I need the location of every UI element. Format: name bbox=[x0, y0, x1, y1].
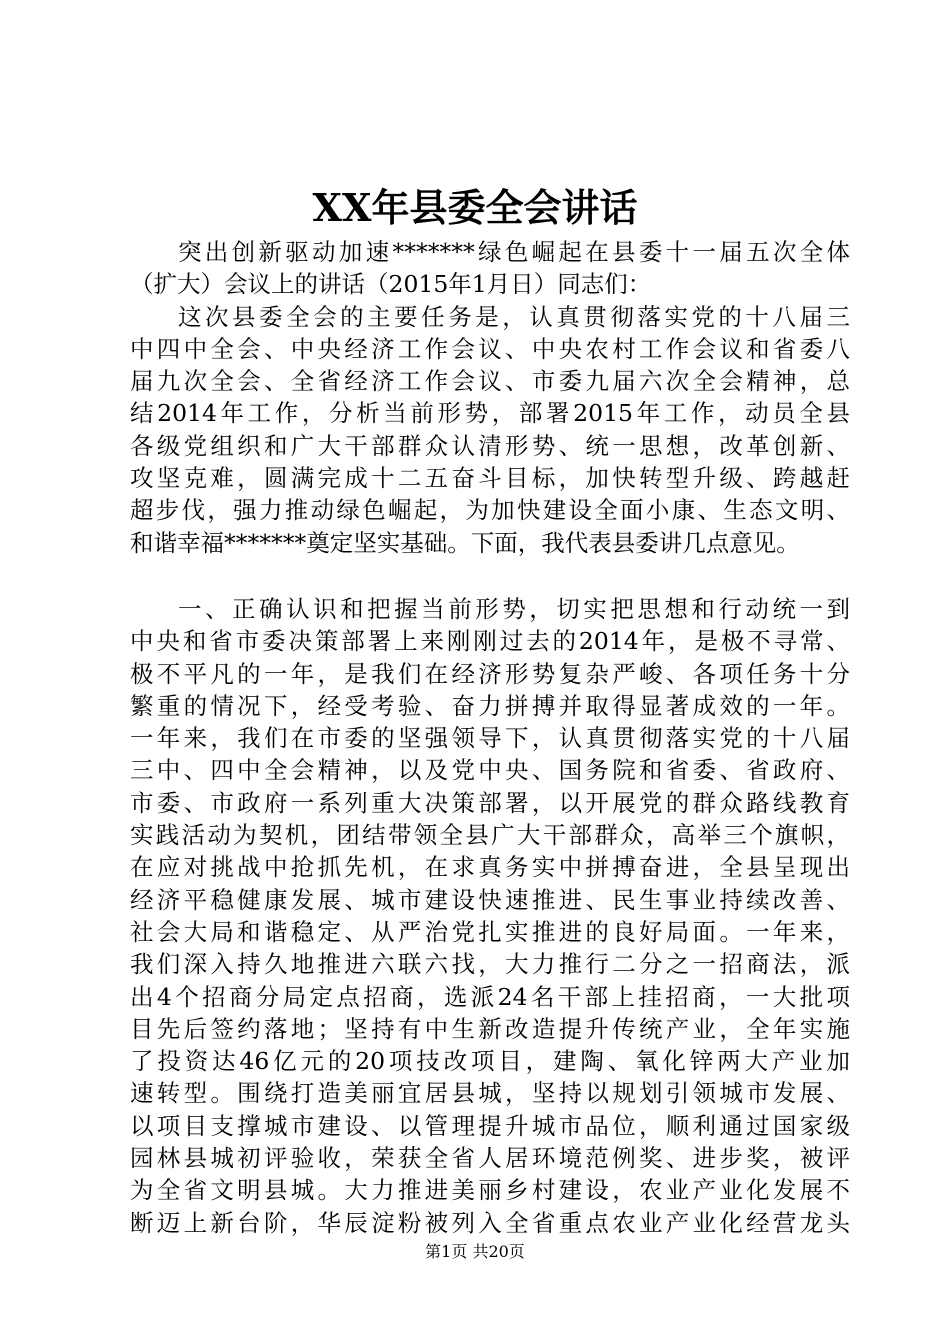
paragraph-3-line-15: 了投资达46亿元的20项技改项目，建陶、氧化锌两大产业加 bbox=[130, 1047, 850, 1076]
page-footer: 第1页 共20页 bbox=[425, 1242, 525, 1261]
paragraph-3-line-10: 经济平稳健康发展、城市建设快速推进、民生事业持续改善、 bbox=[130, 885, 850, 914]
paragraph-3-line-7: 市委、市政府一系列重大决策部署，以开展党的群众路线教育 bbox=[130, 788, 850, 817]
paragraph-3-line-2: 中央和省市委决策部署上来刚刚过去的2014年，是极不寻常、 bbox=[130, 627, 850, 656]
paragraph-2-line-6: 攻坚克难，圆满完成十二五奋斗目标，加快转型升级、跨越赶 bbox=[130, 464, 850, 493]
paragraph-3-line-8: 实践活动为契机，团结带领全县广大干部群众，高举三个旗帜， bbox=[130, 821, 850, 850]
paragraph-2-line-4: 结2014年工作，分析当前形势，部署2015年工作，动员全县 bbox=[130, 399, 850, 428]
paragraph-3-line-13: 出4个招商分局定点招商，选派24名干部上挂招商，一大批项 bbox=[130, 982, 850, 1011]
paragraph-2-line-7: 超步伐，强力推动绿色崛起，为加快建设全面小康、生态文明、 bbox=[130, 496, 850, 525]
paragraph-2-line-3: 届九次全会、全省经济工作会议、市委九届六次全会精神，总 bbox=[130, 367, 850, 396]
paragraph-3-line-5: 一年来，我们在市委的坚强领导下，认真贯彻落实党的十八届 bbox=[130, 724, 850, 753]
paragraph-3-line-9: 在应对挑战中抢抓先机，在求真务实中拼搏奋进，全县呈现出 bbox=[130, 853, 850, 882]
paragraph-3-line-12: 我们深入持久地推进六联六找，大力推行二分之一招商法，派 bbox=[130, 950, 850, 979]
paragraph-spacer bbox=[130, 559, 850, 593]
document-title: XX年县委全会讲话 bbox=[312, 185, 638, 230]
paragraph-3-line-3: 极不平凡的一年，是我们在经济形势复杂严峻、各项任务十分 bbox=[130, 659, 850, 688]
paragraph-3-line-17: 以项目支撑城市建设、以管理提升城市品位，顺利通过国家级 bbox=[130, 1111, 850, 1140]
paragraph-3-line-11: 社会大局和谐稳定、从严治党扎实推进的良好局面。一年来， bbox=[130, 917, 850, 946]
paragraph-3-line-4: 繁重的情况下，经受考验、奋力拼搏并取得显著成效的一年。 bbox=[130, 691, 850, 720]
paragraph-3-line-20: 断迈上新台阶，华辰淀粉被列入全省重点农业产业化经营龙头 bbox=[130, 1208, 850, 1237]
paragraph-3-line-16: 速转型。围绕打造美丽宜居县城，坚持以规划引领城市发展、 bbox=[130, 1079, 850, 1108]
paragraph-1-line-2: （扩大）会议上的讲话（2015年1月日）同志们： bbox=[130, 270, 652, 299]
paragraph-3-line-18: 园林县城初评验收，荣获全省人居环境范例奖、进步奖，被评 bbox=[130, 1144, 850, 1173]
paragraph-2-line-8: 和谐幸福*******奠定坚实基础。下面，我代表县委讲几点意见。 bbox=[130, 528, 800, 557]
paragraph-2-line-2: 中四中全会、中央经济工作会议、中央农村工作会议和省委八 bbox=[130, 334, 850, 363]
paragraph-1-line-1: 突出创新驱动加速*******绿色崛起在县委十一届五次全体 bbox=[178, 238, 850, 266]
paragraph-3-line-19: 为全省文明县城。大力推进美丽乡村建设，农业产业化发展不 bbox=[130, 1176, 850, 1205]
paragraph-3-line-14: 目先后签约落地；坚持有中生新改造提升传统产业，全年实施 bbox=[130, 1014, 850, 1043]
document-body bbox=[130, 236, 850, 1239]
paragraph-3-line-6: 三中、四中全会精神，以及党中央、国务院和省委、省政府、 bbox=[130, 756, 850, 785]
paragraph-2-line-1: 这次县委全会的主要任务是，认真贯彻落实党的十八届三 bbox=[178, 302, 850, 331]
paragraph-3-line-1: 一、正确认识和把握当前形势，切实把思想和行动统一到 bbox=[178, 594, 850, 623]
paragraph-2-line-5: 各级党组织和广大干部群众认清形势、统一思想，改革创新、 bbox=[130, 431, 850, 460]
